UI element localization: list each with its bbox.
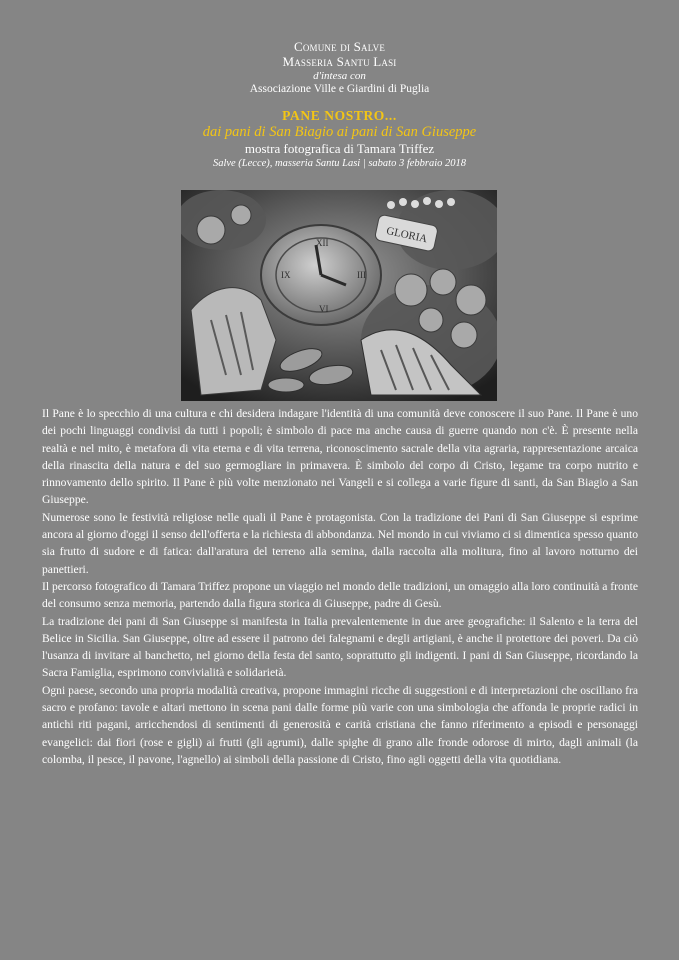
header: [0, 40, 679, 171]
svg-text:III: III: [357, 270, 366, 280]
paragraph-1: Il Pane è lo specchio di una cultura e chi desidera indagare l'identità di una comunità deve conoscere il suo Pane. Il Pane è uno dei pochi linguaggi condivisi da tutti i popoli; è simbolo di pace ma anche causa di guerre quando non c'è. È presente nella realtà e nel mito, è metafora di vita eterna e di vita terrena, riconoscimento sacrale della vita agraria, rappresentazione arcaica della rinascita della natura e del suo germogliare in primavera. È simbolo del corpo di Cristo, legame tra corpo nutrito e rinnovamento dello spirito. Il Pane è più volte menzionato nei Vangeli e si collega a varie figure di santi, da San Biagio a San Giuseppe.: [42, 407, 638, 507]
municipality-name: Comune di Salve: [293, 39, 386, 54]
paragraph-3: Il percorso fotografico di Tamara Triffez propone un viaggio nel mondo delle tradizioni, un omaggio alla loro continuità a fronte del consumo senza memoria, partendo dalla figura storica di Giuseppe, padre di Gesù.: [42, 579, 638, 611]
svg-text:IX: IX: [281, 270, 291, 280]
paragraph-5: Ogni paese, secondo una propria modalità creativa, propone immagini ricche di suggestioni e di interpretazioni che oscillano fra sacro e profano: tavole e altari mettono in scena pani dalle forme più varie con una simbologia che affonda le proprie radici in antichi riti pagani, arricchendosi di sentimenti di generosità e carità cristiana che fanno riferimento a episodi e personaggi evangelici: dai fiori (rose e gigli) ai frutti (gli agrumi), dalle spighe di grano alle fronde odorose di mirto, dagli animali (la colomba, il pesce, il pavone, l'agnello) ai simboli della passione di Cristo, fino agli oggetti della vita quotidiana.: [42, 683, 638, 766]
venue-name: Masseria Santu Lasi: [282, 54, 397, 69]
exhibition-subtitle: dai pani di San Biagio ai pani di San Giuseppe: [202, 124, 477, 140]
association-name: Associazione Ville e Giardini di Puglia: [249, 83, 430, 95]
partnership-note: d'intesa con: [313, 70, 366, 82]
location-date: Salve (Lecce), masseria Santu Lasi | sabato 3 febbraio 2018: [212, 158, 467, 169]
exhibition-author: mostra fotografica di Tamara Triffez: [244, 141, 435, 156]
exhibition-title: PANE NOSTRO...: [282, 108, 397, 123]
svg-text:VI: VI: [319, 304, 329, 314]
bread-photo: [181, 190, 497, 401]
svg-text:XII: XII: [316, 238, 329, 248]
paragraph-2: Numerose sono le festività religiose nelle quali il Pane è protagonista. Con la tradizione dei Pani di San Giuseppe si esprime ancora al giorno d'oggi il senso dell'offerta e la richiesta di abbondanza. Nel mondo in cui viviamo ci si dimentica spesso quanto sia frutto di sudore e di fatica: dall'aratura del terreno alla semina, dalla raccolta alla molitura, fino al lavoro notturno dei panettieri.: [42, 510, 638, 576]
gloria-inscription: GLORIA: [385, 224, 429, 246]
body-text: [42, 405, 638, 768]
paragraph-4: La tradizione dei pani di San Giuseppe si manifesta in Italia prevalentemente in due aree geografiche: il Salento e la terra del Belice in Sicilia. San Giuseppe, oltre ad essere il patrono dei falegnami e degli artigiani, è anche il protettore dei poveri. Da ciò l'usanza di invitare al banchetto, nel giorno della festa del santo, soprattutto gli indigenti. I pani di San Giuseppe, ricordando la Sacra Famiglia, esprimono convivialità e solidarietà.: [42, 614, 638, 680]
bread-photo-illustration: [181, 190, 497, 401]
